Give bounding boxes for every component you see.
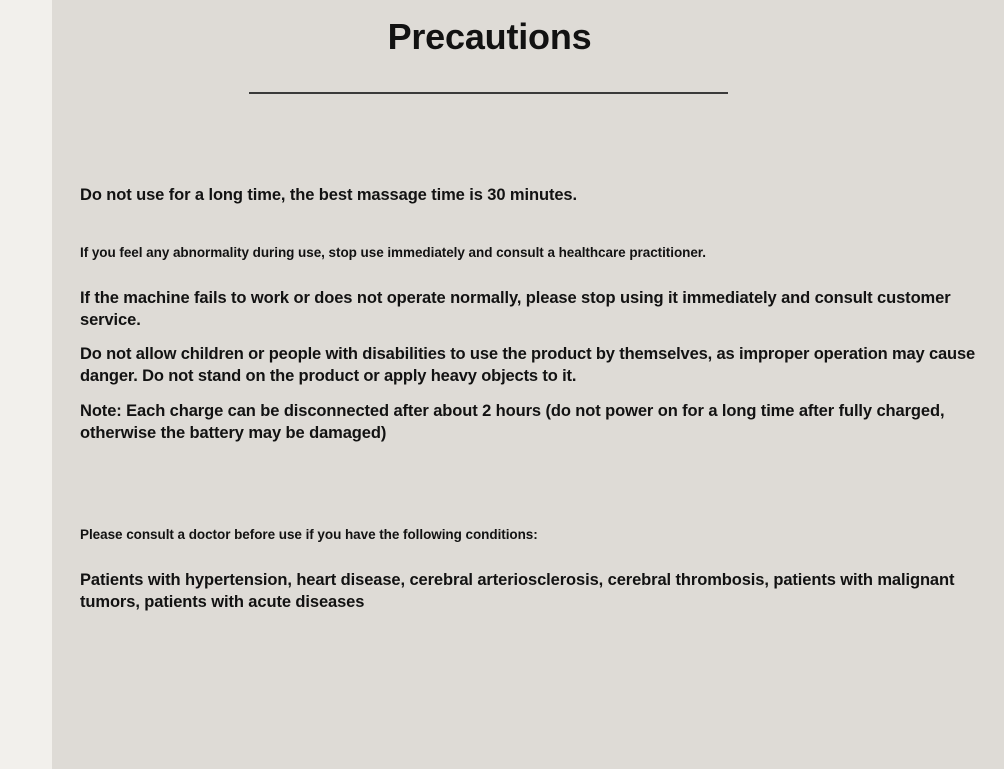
- precaution-abnormality: If you feel any abnormality during use, stop use immediately and consult a healthcare practitioner.: [80, 245, 706, 260]
- page-title: Precautions: [387, 16, 592, 58]
- precaution-malfunction: If the machine fails to work or does not operate normally, please stop using it immediately and consult customer service.: [80, 289, 951, 329]
- precaution-charging-note: Note: Each charge can be disconnected after about 2 hours (do not power on for a long time after fully charged, otherwise the battery may be damaged): [80, 402, 945, 442]
- title-divider: [249, 92, 728, 94]
- doctor-consult-heading: Please consult a doctor before use if you have the following conditions:: [80, 527, 538, 542]
- doctor-consult-conditions: Patients with hypertension, heart disease, cerebral arteriosclerosis, cerebral thrombosis, patients with malignant tumors, patients with acute diseases: [80, 571, 955, 611]
- precaution-children-disabilities: Do not allow children or people with disabilities to use the product by themselves, as improper operation may cause danger. Do not stand on the product or apply heavy objects to it.: [80, 345, 976, 385]
- document-page: [52, 0, 1004, 769]
- precaution-usage-duration: Do not use for a long time, the best massage time is 30 minutes.: [80, 186, 577, 204]
